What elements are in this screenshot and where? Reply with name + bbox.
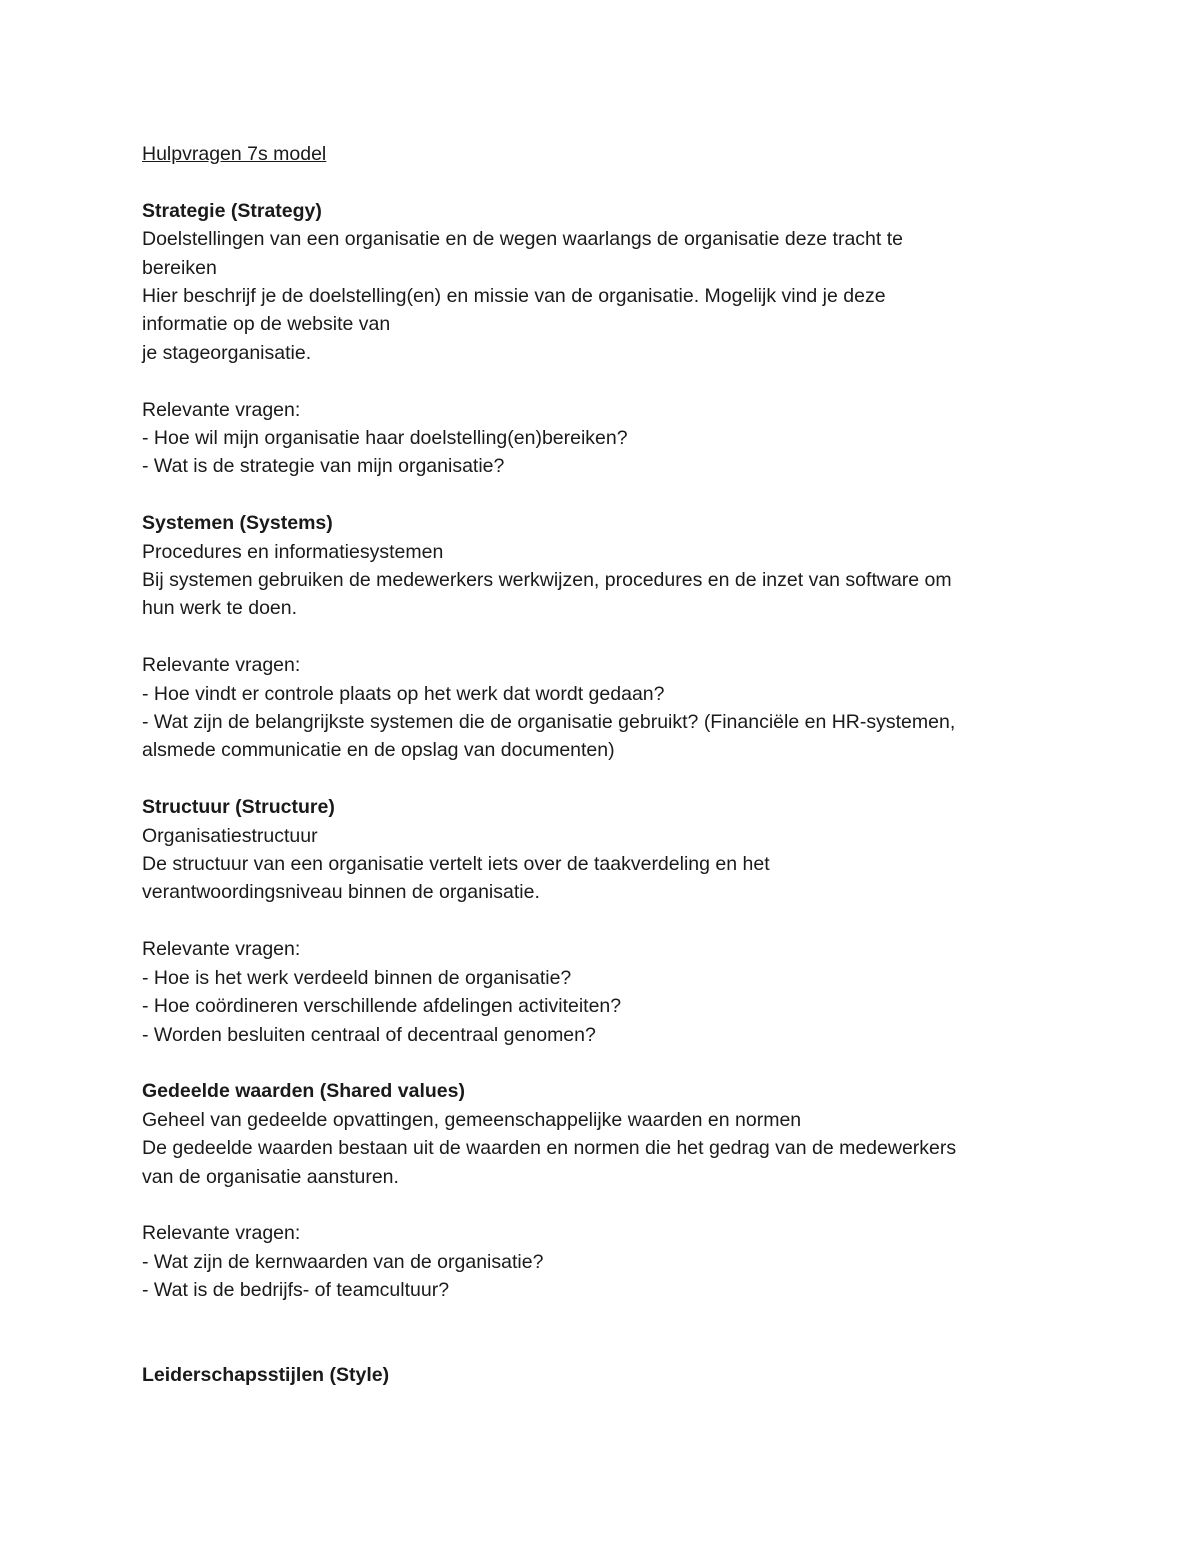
systems-text-line: Bij systemen gebruiken de medewerkers werkwijzen, procedures en de inzet van software om	[142, 569, 952, 592]
systems-questions-label: Relevante vragen:	[142, 654, 301, 677]
spacer	[142, 1049, 1072, 1077]
structure-text-line: verantwoordingsniveau binnen de organisatie.	[142, 881, 540, 904]
shared-values-text-line: De gedeelde waarden bestaan uit de waarden en normen die het gedrag van de medewerkers	[142, 1137, 957, 1160]
section-heading-shared-values: Gedeelde waarden (Shared values)	[142, 1080, 465, 1103]
strategy-question: - Wat is de strategie van mijn organisatie?	[142, 455, 505, 478]
structure-text-line: De structuur van een organisatie vertelt iets over de taakverdeling en het	[142, 853, 770, 876]
strategy-text-line: Doelstellingen van een organisatie en de wegen waarlangs de organisatie deze tracht te	[142, 228, 904, 251]
shared-values-text-line: Geheel van gedeelde opvattingen, gemeenschappelijke waarden en normen	[142, 1108, 802, 1131]
spacer	[142, 765, 1072, 793]
structure-questions-label: Relevante vragen:	[142, 938, 301, 961]
spacer	[142, 1333, 1072, 1361]
section-heading-systems: Systemen (Systems)	[142, 512, 333, 535]
section-heading-structure: Structuur (Structure)	[142, 796, 335, 819]
strategy-questions-label: Relevante vragen:	[142, 398, 301, 421]
shared-values-question: - Wat is de bedrijfs- of teamcultuur?	[142, 1279, 450, 1302]
strategy-text-line: bereiken	[142, 256, 217, 279]
systems-question: - Hoe vindt er controle plaats op het werk dat wordt gedaan?	[142, 682, 665, 705]
section-heading-strategy: Strategie (Strategy)	[142, 199, 322, 222]
strategy-text-line: je stageorganisatie.	[142, 341, 312, 364]
systems-text-line: hun werk te doen.	[142, 597, 298, 620]
strategy-question: - Hoe wil mijn organisatie haar doelstelling(en)bereiken?	[142, 427, 628, 450]
shared-values-question: - Wat zijn de kernwaarden van de organisatie?	[142, 1250, 544, 1273]
spacer	[142, 907, 1072, 935]
spacer	[142, 1191, 1072, 1219]
document-title: Hulpvragen 7s model	[142, 143, 327, 165]
structure-question: - Worden besluiten centraal of decentraal genomen?	[142, 1023, 596, 1046]
shared-values-questions-label: Relevante vragen:	[142, 1222, 301, 1245]
shared-values-text-line: van de organisatie aansturen.	[142, 1165, 399, 1188]
strategy-text-line: informatie op de website van	[142, 313, 391, 336]
spacer	[142, 367, 1072, 395]
spacer	[142, 623, 1072, 651]
document-page	[142, 140, 1072, 1390]
systems-question: alsmede communicatie en de opslag van documenten)	[142, 739, 615, 762]
spacer	[142, 481, 1072, 509]
structure-question: - Hoe is het werk verdeeld binnen de organisatie?	[142, 966, 572, 989]
systems-text-line: Procedures en informatiesystemen	[142, 540, 444, 563]
systems-question: - Wat zijn de belangrijkste systemen die de organisatie gebruikt? (Financiële en HR-systemen,	[142, 711, 956, 734]
structure-text-line: Organisatiestructuur	[142, 824, 318, 847]
spacer	[142, 168, 1072, 196]
spacer	[142, 1305, 1072, 1333]
strategy-text-line: Hier beschrijf je de doelstelling(en) en missie van de organisatie. Mogelijk vind je deze	[142, 285, 886, 308]
structure-question: - Hoe coördineren verschillende afdelingen activiteiten?	[142, 995, 622, 1018]
section-heading-style: Leiderschapsstijlen (Style)	[142, 1364, 390, 1387]
